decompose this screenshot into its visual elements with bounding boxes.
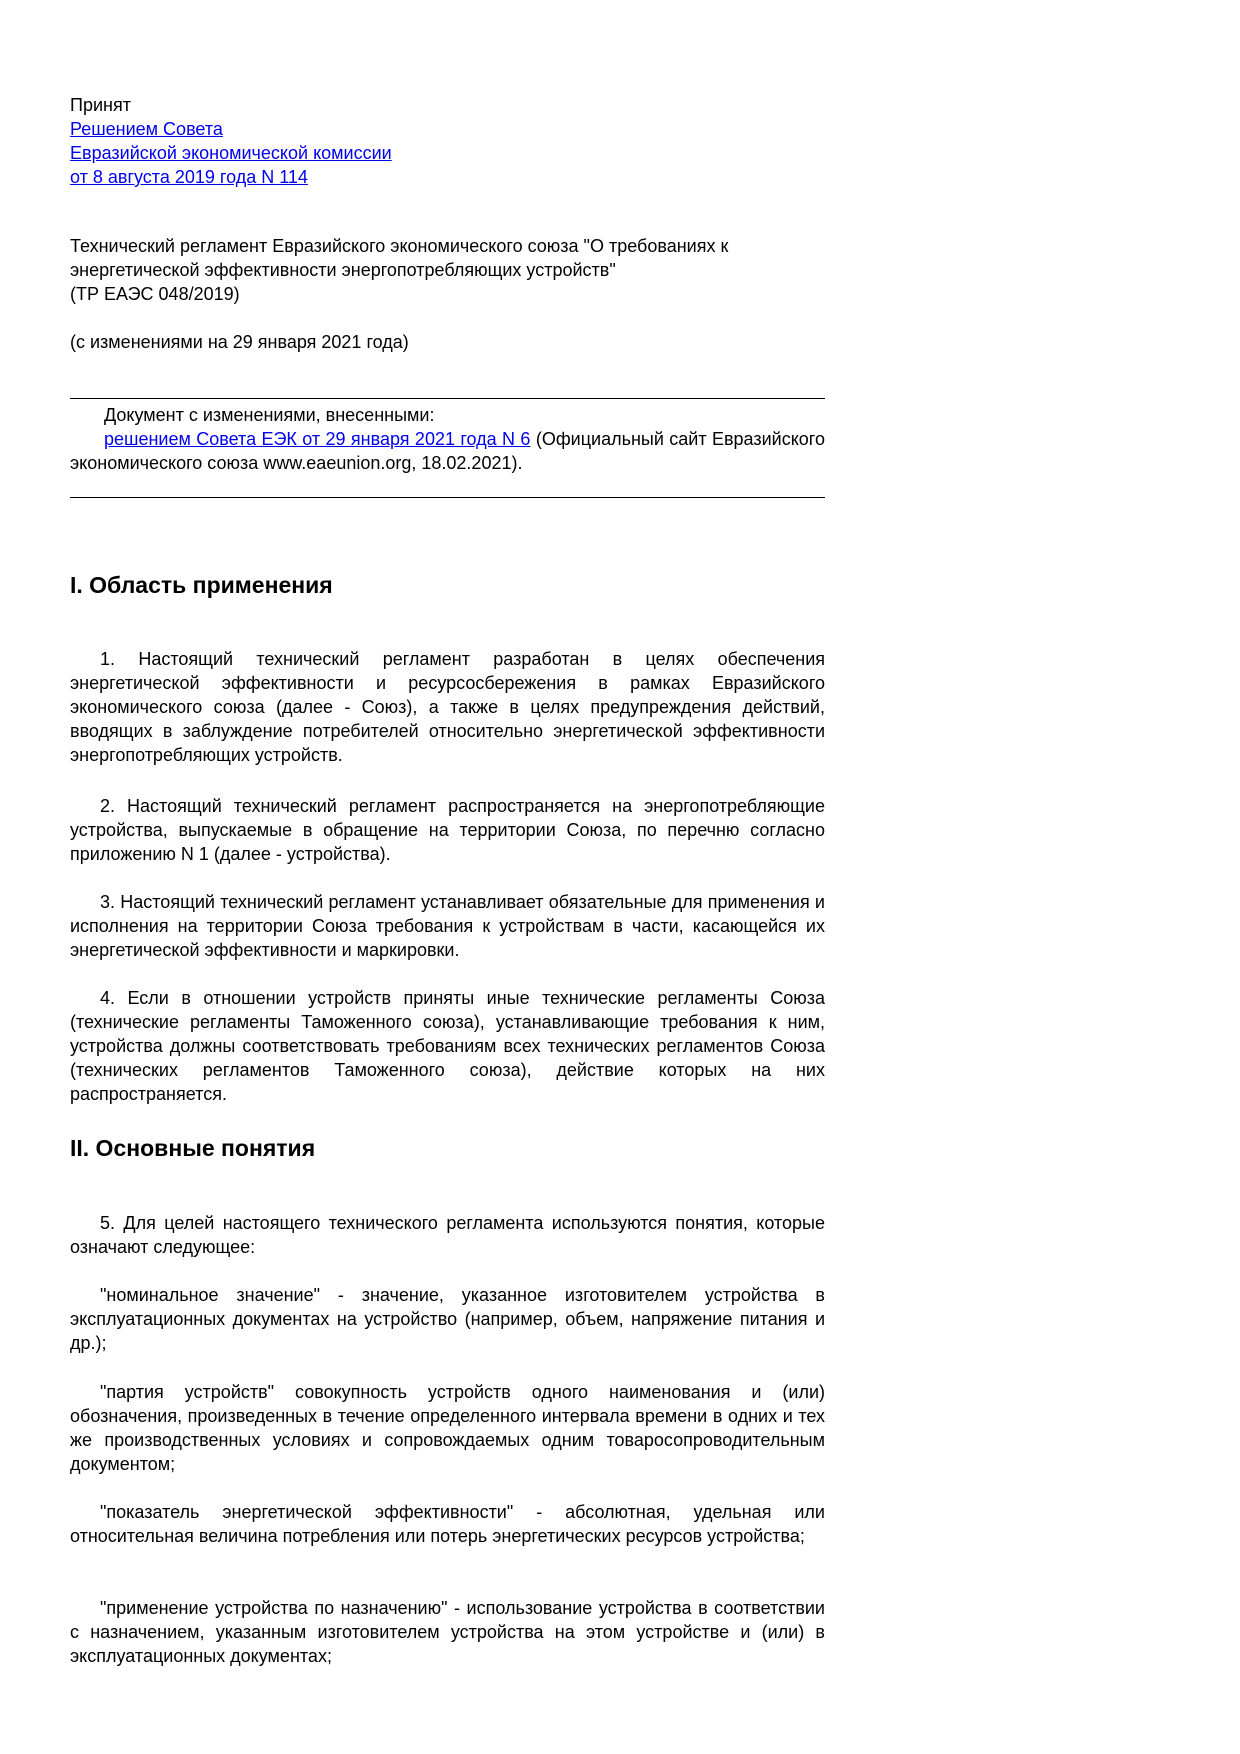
paragraph-4: 4. Если в отношении устройств приняты иные технические регламенты Союза (технические регламенты Таможенного союза), устанавливающие требования к ним, устройства должны соответствовать требованиям всех технических регламентов Союза (технических регламентов Таможенного союза), действие которых на них распространяется. <box>70 988 825 1104</box>
amendment-intro: Документ с изменениями, внесенными: <box>104 405 435 425</box>
paragraph-2: 2. Настоящий технический регламент распространяется на энергопотребляющие устройства, выпускаемые в обращение на территории Союза, по перечню согласно приложению N 1 (далее - устройства). <box>70 796 825 864</box>
approval-block <box>70 93 392 189</box>
changes-note: (с изменениями на 29 января 2021 года) <box>70 332 409 352</box>
amendment-note <box>70 403 825 475</box>
approval-link-commission[interactable]: Евразийской экономической комиссии <box>70 143 392 163</box>
approval-link-date[interactable]: от 8 августа 2019 года N 114 <box>70 167 308 187</box>
definition-efficiency-indicator: "показатель энергетической эффективности" - абсолютная, удельная или относительная величина потребления или потерь энергетических ресурсов устройства; <box>70 1502 825 1546</box>
amendment-link[interactable]: решением Совета ЕЭК от 29 января 2021 года N 6 <box>104 429 531 449</box>
amendment-body <box>70 427 825 475</box>
title-line-1: Технический регламент Евразийского экономического союза "О требованиях к <box>70 236 729 256</box>
paragraph-3: 3. Настоящий технический регламент устанавливает обязательные для применения и исполнения на территории Союза требования к устройствам в части, касающейся их энергетической эффективности и маркировки. <box>70 892 825 960</box>
amendment-tail: (Официальный сайт Евразийского экономического союза www.eaeunion.org, 18.02.2021). <box>70 429 825 473</box>
definition-device-batch: "партия устройств" совокупность устройств одного наименования и (или) обозначения, произведенных в течение определенного интервала времени в одних и тех же производственных условиях и сопровождаемых одним товаросопроводительным документом; <box>70 1382 825 1474</box>
approval-label: Принят <box>70 95 131 115</box>
definition-intended-use: "применение устройства по назначению" - использование устройства в соответствии с назначением, указанным изготовителем устройства на этом устройстве и (или) в эксплуатационных документах; <box>70 1598 825 1666</box>
document-title <box>70 234 825 306</box>
divider-bottom <box>70 497 825 498</box>
paragraph-1: 1. Настоящий технический регламент разработан в целях обеспечения энергетической эффективности и ресурсосбережения в рамках Евразийского экономического союза (далее - Союз), а также в целях предупреждения действий, вводящих в заблуждение потребителей относительно энергетической эффективности энергопотребляющих устройств. <box>70 649 825 765</box>
divider-top <box>70 398 825 399</box>
paragraph-5: 5. Для целей настоящего технического регламента используются понятия, которые означают следующее: <box>70 1213 825 1257</box>
title-line-3: (ТР ЕАЭС 048/2019) <box>70 284 240 304</box>
approval-link-decision[interactable]: Решением Совета <box>70 119 223 139</box>
section-1-title: I. Область применения <box>70 572 333 598</box>
section-2-title: II. Основные понятия <box>70 1135 316 1161</box>
title-line-2: энергетической эффективности энергопотребляющих устройств" <box>70 260 616 280</box>
definition-nominal-value: "номинальное значение" - значение, указанное изготовителем устройства в эксплуатационных документах на устройство (например, объем, напряжение питания и др.); <box>70 1285 825 1353</box>
